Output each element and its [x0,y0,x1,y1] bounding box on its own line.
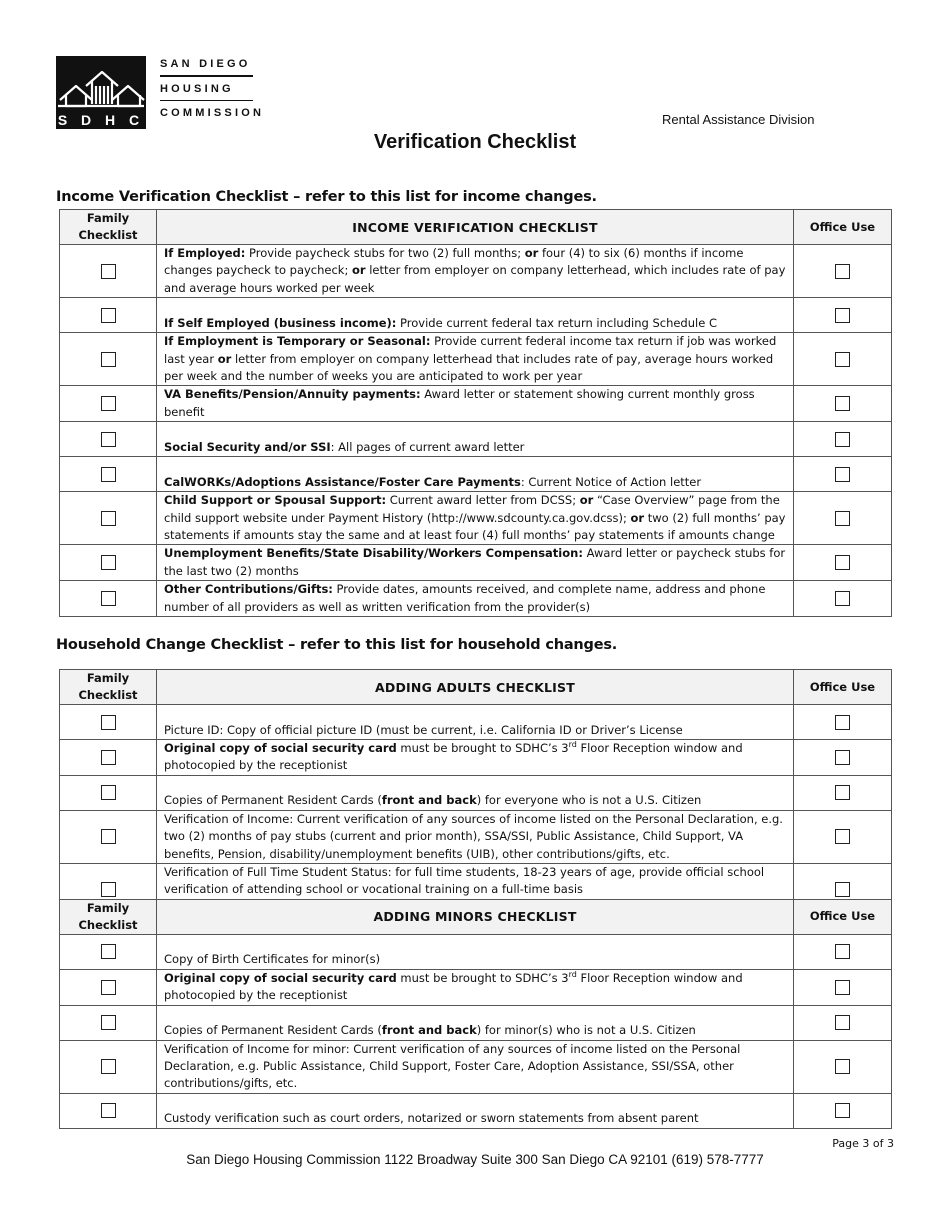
table-row [60,492,892,545]
family-checkbox[interactable] [101,715,116,730]
page-title: Verification Checklist [373,131,577,153]
item-text: Original copy of social security card must be brought to SDHC’s 3rd Floor Reception window and photocopied by the receptionist [157,969,794,1005]
family-checkbox[interactable] [101,1103,116,1118]
office-checkbox[interactable] [835,396,850,411]
family-checkbox[interactable] [101,750,116,765]
item-text: If Employment is Temporary or Seasonal: Provide current federal income tax return if job was worked last year or letter from employer on company letterhead that includes rate of pay, average hours worked per week and the number of weeks you are anticipated to work per year [157,333,794,386]
table-row [60,1040,892,1093]
col-adding-adults: ADDING ADULTS CHECKLIST [157,670,794,705]
table-header-row [60,670,892,705]
office-checkbox[interactable] [835,1059,850,1074]
family-checkbox[interactable] [101,467,116,482]
office-checkbox[interactable] [835,980,850,995]
col-family-checklist: Family Checklist [60,210,157,245]
family-checkbox[interactable] [101,352,116,367]
income-section-heading: Income Verification Checklist – refer to this list for income changes. [56,189,597,205]
table-row [60,775,892,810]
office-checkbox[interactable] [835,882,850,897]
office-checkbox[interactable] [835,1015,850,1030]
office-checkbox[interactable] [835,264,850,279]
household-checklist-table [59,669,892,1129]
office-checkbox[interactable] [835,829,850,844]
item-text: Copies of Permanent Resident Cards (front and back) for everyone who is not a U.S. Citizen [157,775,794,810]
table-row [60,969,892,1005]
footer-address: San Diego Housing Commission 1122 Broadway Suite 300 San Diego CA 92101 (619) 578-7777 [186,1152,764,1167]
item-text: Verification of Income: Current verification of any sources of income listed on the Personal Declaration, e.g. two (2) months of pay stubs (current and prior month), SSA/SSI, Public Assistance, Child Support, VA benefits, Pension, disability/unemployment benefits (UIB), other contributions/gifts, etc. [157,810,794,863]
family-checkbox[interactable] [101,308,116,323]
table-row [60,705,892,740]
logo-mark [56,56,146,129]
office-checkbox[interactable] [835,432,850,447]
office-checkbox[interactable] [835,467,850,482]
table-row [60,245,892,298]
table-row [60,545,892,581]
table-row [60,386,892,422]
table-row [60,810,892,863]
col-office-use: Office Use [794,899,892,934]
family-checkbox[interactable] [101,555,116,570]
item-text: VA Benefits/Pension/Annuity payments: Award letter or statement showing current monthly gross benefit [157,386,794,422]
org-line-3: COMMISSION [160,107,265,119]
family-checkbox[interactable] [101,591,116,606]
item-text: Unemployment Benefits/State Disability/Workers Compensation: Award letter or paycheck stubs for the last two (2) months [157,545,794,581]
item-text: Verification of Full Time Student Status: for full time students, 18-23 years of age, provide official school verification of attending school or vocational training on a full-time basis [157,864,794,900]
table-header-row [60,210,892,245]
income-checklist-table [59,209,892,617]
division-name: Rental Assistance Division [662,112,815,127]
page-number: Page 3 of 3 [832,1137,894,1150]
office-checkbox[interactable] [835,944,850,959]
org-line-1: SAN DIEGO [160,58,251,70]
item-detail: Current award letter from DCSS; or “Case Overview” page from the child support website under Payment History (http://www.sdcounty.ca.gov.dcss); or two (2) full months’ pay statements if amounts stay the same and at least four (4) full months’ pay statements if amounts change [164,493,786,543]
office-checkbox[interactable] [835,785,850,800]
table-row [60,934,892,969]
col-adding-minors: ADDING MINORS CHECKLIST [157,899,794,934]
family-checkbox[interactable] [101,511,116,526]
item-text: Verification of Income for minor: Current verification of any sources of income listed on the Personal Declaration, e.g. Public Assistance, Child Support, Foster Care, Adoption Assistance, SSI/SSA, other contributions/gifts, etc. [157,1040,794,1093]
family-checkbox[interactable] [101,944,116,959]
table-row [60,422,892,457]
col-family-checklist: Family Checklist [60,899,157,934]
logo-divider [160,100,253,102]
item-text: CalWORKs/Adoptions Assistance/Foster Care Payments: Current Notice of Action letter [157,457,794,492]
household-section-heading: Household Change Checklist – refer to this list for household changes. [56,637,618,653]
houses-icon [56,56,146,129]
item-text: Other Contributions/Gifts: Provide dates, amounts received, and complete name, address and phone number of all providers as well as written verification from the provider(s) [157,581,794,617]
family-checkbox[interactable] [101,829,116,844]
family-checkbox[interactable] [101,980,116,995]
item-text: Social Security and/or SSI: All pages of current award letter [157,422,794,457]
family-checkbox[interactable] [101,432,116,447]
office-checkbox[interactable] [835,511,850,526]
logo-divider [160,75,253,77]
family-checkbox[interactable] [101,882,116,897]
office-checkbox[interactable] [835,750,850,765]
col-income-checklist: INCOME VERIFICATION CHECKLIST [157,210,794,245]
table-row [60,457,892,492]
item-text: If Employed: Provide paycheck stubs for two (2) full months; or four (4) to six (6) months if income changes paycheck to paycheck; or letter from employer on company letterhead, which includes rate of pay and average hours worked per week [157,245,794,298]
table-row [60,864,892,900]
org-name [160,56,265,122]
office-checkbox[interactable] [835,1103,850,1118]
office-checkbox[interactable] [835,555,850,570]
table-row [60,333,892,386]
office-checkbox[interactable] [835,591,850,606]
table-row [60,581,892,617]
item-text: Original copy of social security card must be brought to SDHC’s 3rd Floor Reception window and photocopied by the receptionist [157,740,794,776]
table-row [60,1093,892,1128]
table-row [60,1005,892,1040]
office-checkbox[interactable] [835,308,850,323]
item-text: Copies of Permanent Resident Cards (front and back) for minor(s) who is not a U.S. Citizen [157,1005,794,1040]
item-text: Picture ID: Copy of official picture ID (must be current, i.e. California ID or Driver’s License [157,705,794,740]
family-checkbox[interactable] [101,1015,116,1030]
org-line-2: HOUSING [160,82,234,95]
item-text: Child Support or Spousal Support: Current award letter from DCSS; or “Case Overview” page from the child support website under Payment History (http://www.sdcounty.ca.gov.dcss); or two (2) full months’ pay statements if amounts stay the same and at least four (4) full months’ pay statements if amounts change [157,492,794,545]
logo-letters: S D H C [57,112,145,128]
item-text: Custody verification such as court orders, notarized or sworn statements from absent parent [157,1093,794,1128]
family-checkbox[interactable] [101,264,116,279]
table-row [60,298,892,333]
family-checkbox[interactable] [101,396,116,411]
item-text: If Self Employed (business income): Provide current federal tax return including Schedule C [157,298,794,333]
family-checkbox[interactable] [101,1059,116,1074]
item-detail: Provide paycheck stubs for two (2) full months; or four (4) to six (6) months if income changes paycheck to paycheck; or letter from employer on company letterhead, which includes rate of pay and average hours worked per week [164,246,786,295]
office-checkbox[interactable] [835,352,850,367]
col-office-use: Office Use [794,670,892,705]
office-checkbox[interactable] [835,715,850,730]
table-row [60,740,892,776]
col-family-checklist: Family Checklist [60,670,157,705]
col-office-use: Office Use [794,210,892,245]
item-text: Copy of Birth Certificates for minor(s) [157,934,794,969]
family-checkbox[interactable] [101,785,116,800]
table-header-row [60,899,892,934]
item-detail: Provide current federal income tax return if job was worked last year or letter from employer on company letterhead that includes rate of pay, average hours worked per week and the number of weeks you are anticipated to work per year [164,334,777,384]
